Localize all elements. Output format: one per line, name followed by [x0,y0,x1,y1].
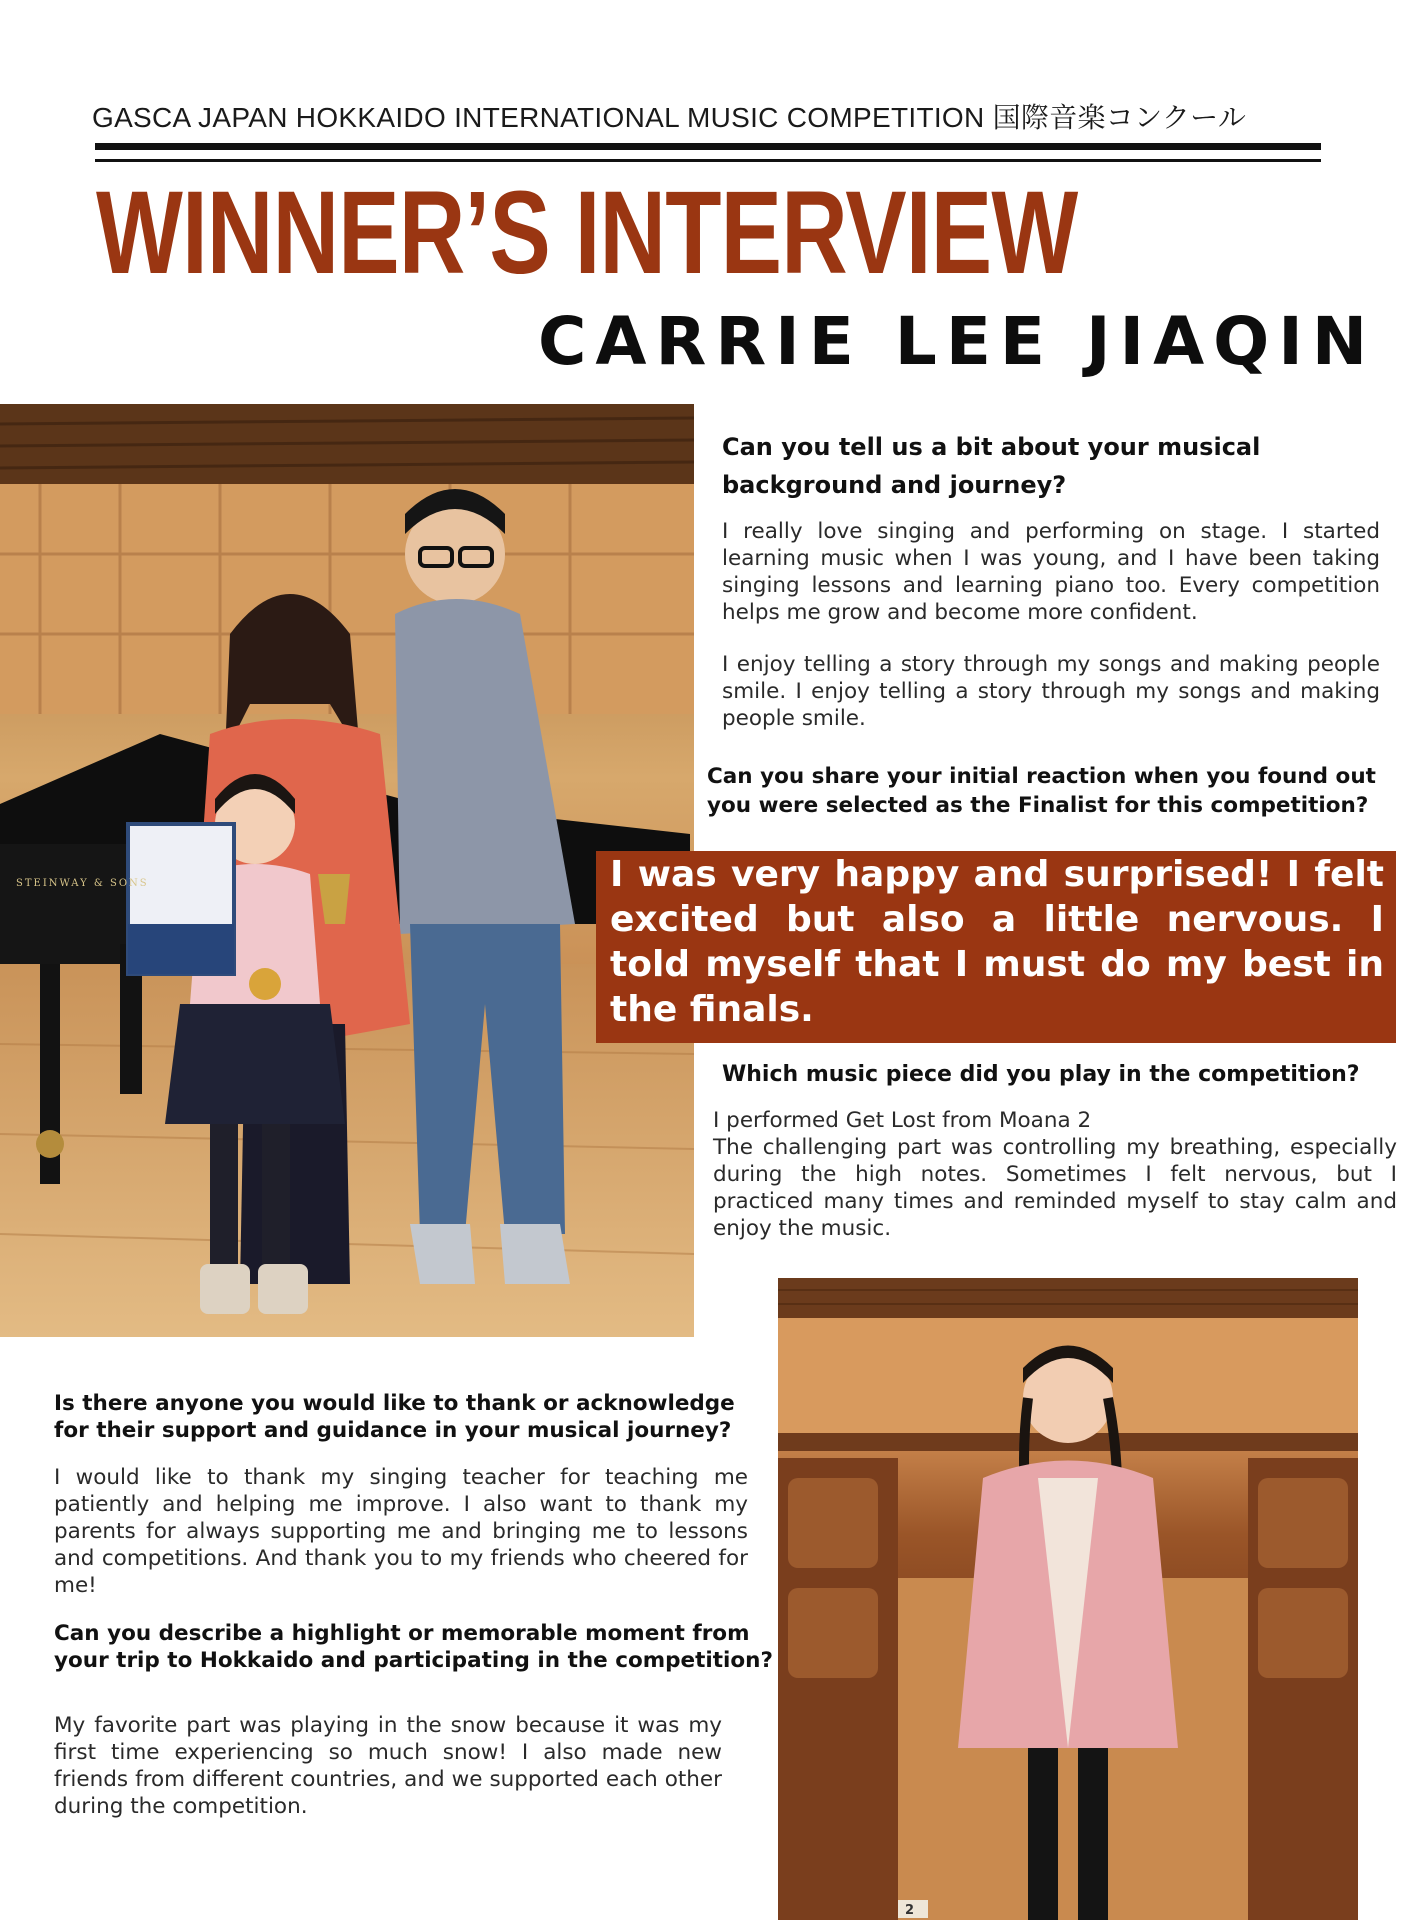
answer-1-paragraph-2: I enjoy telling a story through my songs and making people smile. I enjoy telling a story through my songs and making people smile. [722,652,1380,731]
family-photo [0,404,694,1337]
question-2: Can you share your initial reaction when you found out you were selected as the Finalist for this competition? [707,764,1376,818]
answer-1-paragraph-1: I really love singing and performing on stage. I started learning music when I was young, and I have been taking singing lessons and learning piano too. Every competition helps me grow and become more confident. [722,519,1380,625]
question-3: Which music piece did you play in the competition? [722,1062,1360,1087]
winner-name: CARRIE LEE JIAQIN [538,303,1377,380]
header-rule-thick [95,143,1321,150]
family-photo-illustration [0,404,694,1337]
child-photo [778,1278,1358,1920]
header-rule-thin [95,159,1321,162]
page-title: WINNER’S INTERVIEW [96,167,1078,299]
floor-number: 2 [905,1903,915,1918]
question-4: Is there anyone you would like to thank or acknowledge for their support and guidance in your musical journey? [54,1391,735,1443]
answer-3-line-1: I performed Get Lost from Moana 2 [713,1108,1092,1133]
answer-3-paragraph-2: The challenging part was controlling my breathing, especially during the high notes. Sometimes I felt nervous, but I practiced many times and reminded myself to stay calm and enjoy the music. [713,1135,1397,1241]
question-1: Can you tell us a bit about your musical background and journey? [722,433,1261,499]
piano-brand-label: STEINWAY & SONS [16,878,149,889]
answer-5: My favorite part was playing in the snow because it was my first time experiencing so much snow! I also made new friends from different countries, and we supported each other during the competition. [54,1713,722,1819]
answer-4: I would like to thank my singing teacher for teaching me patiently and helping me improve. I also want to thank my parents for always supporting me and bringing me to lessons and competitions. And thank you to my friends who cheered for me! [54,1465,748,1598]
child-photo-illustration [778,1278,1358,1920]
competition-header: GASCA JAPAN HOKKAIDO INTERNATIONAL MUSIC COMPETITION 国際音楽コンクール [92,102,1247,133]
question-5: Can you describe a highlight or memorable moment from your trip to Hokkaido and participating in the competition? [54,1621,773,1673]
pull-quote: I was very happy and surprised! I felt excited but also a little nervous. I told myself that I must do my best in the finals. [610,854,1384,1030]
